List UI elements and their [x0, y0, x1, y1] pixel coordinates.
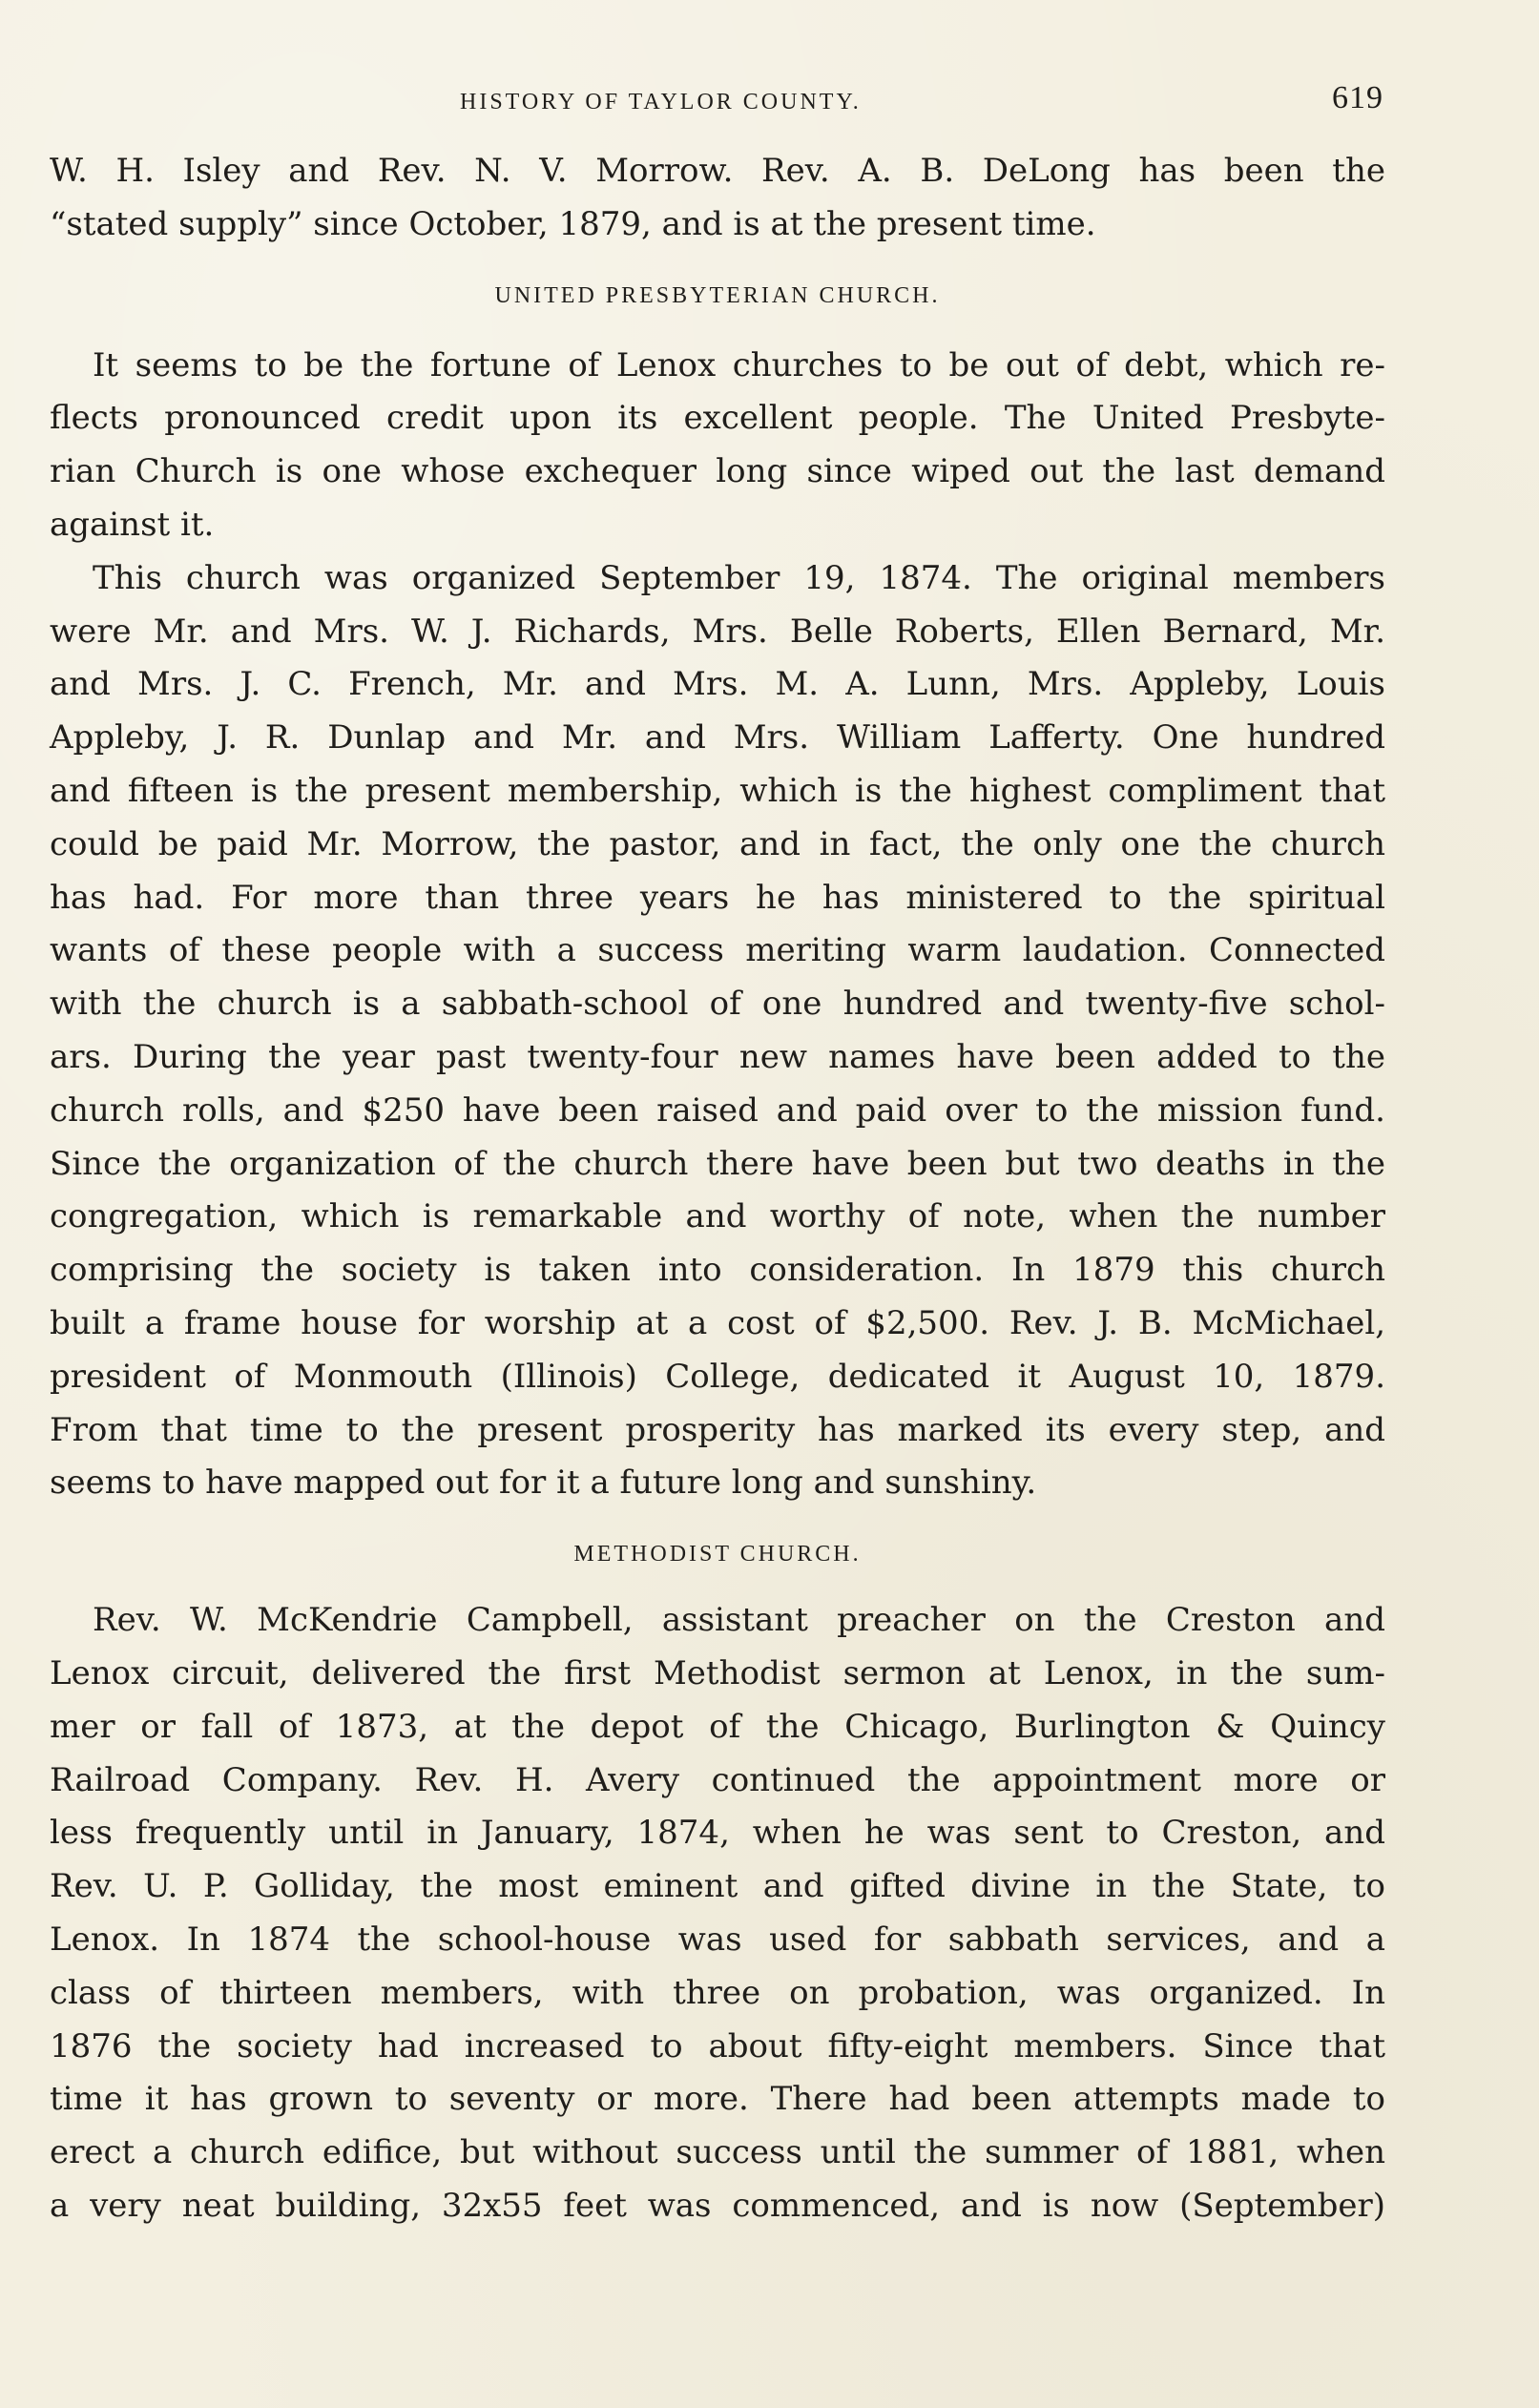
- text-line: This church was organized September 19, 1874. The original members: [93, 558, 1385, 597]
- text-line: church rolls, and $250 have been raised and paid over to the mission fund.: [50, 1090, 1385, 1130]
- page-number: 619: [1332, 80, 1383, 115]
- text-line: wants of these people with a success meriting warm laudation. Connected: [50, 931, 1385, 970]
- text-line: Rev. U. P. Golliday, the most eminent and gifted divine in the State, to: [50, 1867, 1385, 1906]
- text-line: ars. During the year past twenty-four new names have been added to the: [50, 1037, 1385, 1076]
- text-line: “stated supply” since October, 1879, and is at the present time.: [50, 204, 1096, 243]
- text-line: seems to have mapped out for it a future long and sunshiny.: [50, 1463, 1037, 1503]
- text-line: president of Monmouth (Illinois) College, dedicated it August 10, 1879.: [50, 1357, 1385, 1396]
- text-line: were Mr. and Mrs. W. J. Richards, Mrs. Belle Roberts, Ellen Bernard, Mr.: [50, 612, 1385, 651]
- text-line: less frequently until in January, 1874, when he was sent to Creston, and: [50, 1814, 1385, 1853]
- united-presbyterian-paragraph-1: [50, 340, 1385, 552]
- text-line: a very neat building, 32x55 feet was commenced, and is now (September): [50, 2186, 1385, 2225]
- text-line: flects pronounced credit upon its excellent people. The United Presbyte-: [50, 399, 1385, 438]
- intro-paragraph: [50, 145, 1385, 252]
- running-head: [50, 80, 1385, 118]
- text-line: W. H. Isley and Rev. N. V. Morrow. Rev. A. B. DeLong has been the: [50, 152, 1385, 190]
- text-line: time it has grown to seventy or more. There had been attempts made to: [50, 2080, 1385, 2119]
- text-line: Lenox. In 1874 the school-house was used for sabbath services, and a: [50, 1920, 1385, 1959]
- text-line: It seems to be the fortune of Lenox churches to be out of debt, which re-: [93, 345, 1385, 384]
- book-page: [50, 80, 1385, 2233]
- text-line: could be paid Mr. Morrow, the pastor, and in fact, the only one the church: [50, 824, 1385, 863]
- methodist-paragraph-1: [50, 1594, 1385, 2233]
- text-line: against it.: [50, 505, 215, 544]
- text-line: and fifteen is the present membership, which is the highest compliment that: [50, 771, 1385, 810]
- text-line: and Mrs. J. C. French, Mr. and Mrs. M. A. Lunn, Mrs. Appleby, Louis: [50, 665, 1385, 704]
- text-line: rian Church is one whose exchequer long since wiped out the last demand: [50, 452, 1385, 491]
- text-line: Railroad Company. Rev. H. Avery continued the appointment more or: [50, 1760, 1385, 1799]
- text-line: Since the organization of the church there have been but two deaths in the: [50, 1144, 1385, 1183]
- text-line: comprising the society is taken into consideration. In 1879 this church: [50, 1251, 1385, 1290]
- text-line: 1876 the society had increased to about fifty-eight members. Since that: [50, 2026, 1385, 2065]
- text-line: Appleby, J. R. Dunlap and Mr. and Mrs. William Lafferty. One hundred: [50, 718, 1385, 758]
- united-presbyterian-paragraph-2: [50, 552, 1385, 1510]
- text-line: Rev. W. McKendrie Campbell, assistant preacher on the Creston and: [93, 1601, 1385, 1640]
- text-line: congregation, which is remarkable and worthy of note, when the number: [50, 1197, 1385, 1236]
- text-line: mer or fall of 1873, at the depot of the Chicago, Burlington & Quincy: [50, 1707, 1385, 1746]
- text-line: Lenox circuit, delivered the first Methodist sermon at Lenox, in the sum-: [50, 1653, 1385, 1692]
- running-title: HISTORY OF TAYLOR COUNTY.: [460, 90, 862, 114]
- text-line: built a frame house for worship at a cost of $2,500. Rev. J. B. McMichael,: [50, 1303, 1385, 1342]
- text-line: has had. For more than three years he has ministered to the spiritual: [50, 878, 1385, 917]
- text-line: erect a church edifice, but without success until the summer of 1881, when: [50, 2133, 1385, 2172]
- text-line: From that time to the present prosperity has marked its every step, and: [50, 1410, 1385, 1449]
- text-line: with the church is a sabbath-school of one hundred and twenty-five schol-: [50, 985, 1385, 1024]
- text-line: class of thirteen members, with three on probation, was organized. In: [50, 1973, 1385, 2012]
- section-heading-methodist: METHODIST CHURCH.: [573, 1542, 862, 1567]
- section-heading-united-presbyterian: UNITED PRESBYTERIAN CHURCH.: [494, 282, 941, 308]
